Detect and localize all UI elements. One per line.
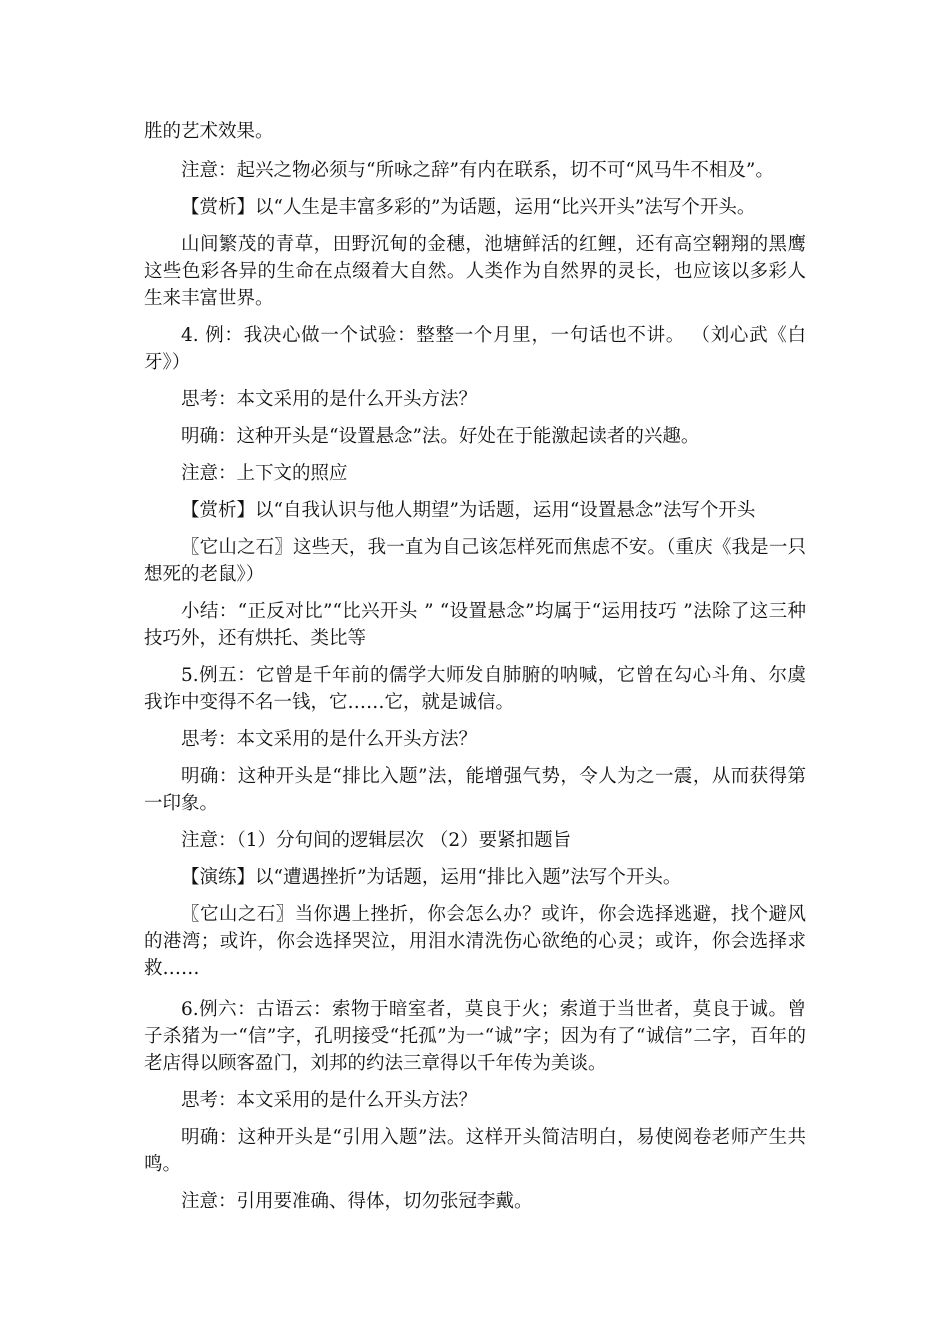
paragraph: 明确：这种开头是“排比入题”法，能增强气势，令人为之一震，从而获得第一印象。 [144,766,806,814]
paragraph: 思考：本文采用的是什么开头方法？ [181,729,478,750]
paragraph: 【演练】以“遭遇挫折”为话题，运用“排比入题”法写个开头。 [181,867,682,888]
paragraph: 明确：这种开头是“引用入题”法。这样开头简洁明白，易使阅卷老师产生共鸣。 [144,1127,806,1175]
paragraph: 山间繁茂的青草，田野沉甸的金穗，池塘鲜活的红鲤，还有高空翱翔的黑鹰这些色彩各异的生命在点缀着大自然。人类作为自然界的灵长，也应该以多彩人生来丰富世界。 [144,234,806,309]
paragraph: 注意：起兴之物必须与“所咏之辞”有内在联系，切不可“风马牛不相及”。 [181,160,774,181]
paragraph: 4. 例：我决心做一个试验：整整一个月里，一句话也不讲。 （刘心武《白牙》） [144,325,806,373]
paragraph: 6.例六：古语云：索物于暗室者，莫良于火；索道于当世者，莫良于诚。曾子杀猪为一“信”字，孔明接受“托孤”为一“诚”字；因为有了“诚信”二字，百年的老店得以顾客盈门，刘邦的约法三章得以千年传为美谈。 [144,999,806,1074]
paragraph: 注意：引用要准确、得体，切勿张冠李戴。 [181,1191,533,1212]
paragraph: 胜的艺术效果。 [144,121,274,142]
paragraph: 思考：本文采用的是什么开头方法？ [181,1090,478,1111]
paragraph: 【赏析】以“自我认识与他人期望”为话题，运用“设置悬念”法写个开头 [181,500,756,521]
paragraph: 【赏析】以“人生是丰富多彩的”为话题，运用“比兴开头”法写个开头。 [181,197,756,218]
paragraph: 小结：“正反对比”“比兴开头 ” “设置悬念”均属于“运用技巧 ”法除了这三种技巧外，还有烘托、类比等 [144,601,806,649]
paragraph: 注意：上下文的照应 [181,463,348,484]
paragraph: 注意：（1）分句间的逻辑层次 （2）要紧扣题旨 [181,830,572,851]
paragraph: 〖它山之石〗当你遇上挫折，你会怎么办？或许，你会选择逃避，找个避风的港湾；或许，你会选择哭泣，用泪水清洗伤心欲绝的心灵；或许，你会选择求救…… [144,904,806,979]
paragraph: 5.例五：它曾是千年前的儒学大师发自肺腑的呐喊，它曾在勾心斗角、尔虞我诈中变得不名一钱，它……它，就是诚信。 [144,665,806,713]
paragraph: 明确：这种开头是“设置悬念”法。好处在于能激起读者的兴趣。 [181,426,700,447]
paragraph: 思考：本文采用的是什么开头方法？ [181,389,478,410]
paragraph: 〖它山之石〗这些天，我一直为自己该怎样死而焦虑不安。（重庆《我是一只想死的老鼠》） [144,537,806,585]
